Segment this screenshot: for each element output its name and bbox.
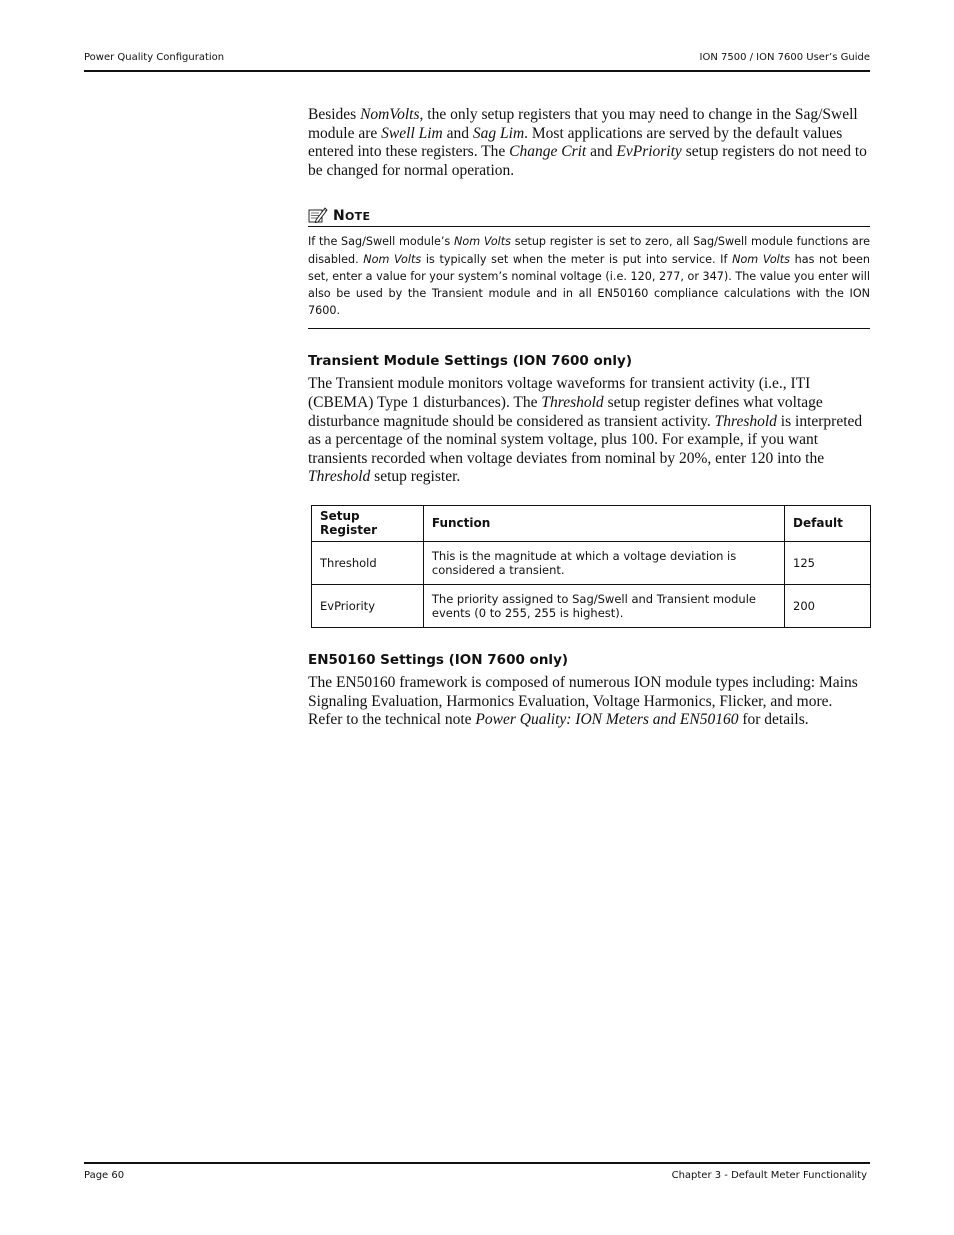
en50160-heading: EN50160 Settings (ION 7600 only) — [308, 651, 569, 668]
header-section-title: Power Quality Configuration — [84, 52, 225, 63]
cell-register: EvPriority — [312, 584, 424, 627]
main-content — [308, 106, 870, 730]
note-box — [308, 202, 870, 329]
setup-register-table — [311, 505, 871, 628]
col-header-function: Function — [423, 505, 784, 541]
note-title: NOTE — [333, 208, 371, 225]
note-header — [308, 202, 870, 227]
page-number: Page 60 — [84, 1170, 125, 1181]
en50160-paragraph: The EN50160 framework is composed of numerous ION module types including: Mains Signaling Evaluation, Harmonics Evaluation, Voltage Harmonics, Flicker, and more. Refer to the technical note Power Quality: ION Meters and EN50160 for details. — [308, 673, 858, 729]
page-footer — [84, 1162, 870, 1181]
transient-paragraph: The Transient module monitors voltage waveforms for transient activity (i.e., ITI (CBEMA) Type 1 disturbances). The Threshold setup register defines what voltage disturbance magnitude should be considered as transient activity. Threshold is interpreted as a percentage of the nominal system voltage, plus 100. For example, if you want transients recorded when voltage deviates from nominal by 20%, enter 120 into the Threshold setup register. — [308, 375, 863, 486]
col-header-default: Default — [785, 505, 871, 541]
header-guide-title: ION 7500 / ION 7600 User’s Guide — [699, 52, 870, 63]
cell-function: This is the magnitude at which a voltage deviation is considered a transient. — [423, 541, 784, 584]
cell-register: Threshold — [312, 541, 424, 584]
intro-paragraph: Besides NomVolts, the only setup registers that you may need to change in the Sag/Swell module are Swell Lim and Sag Lim. Most applications are served by the default values entered into these registers. The Change Crit and EvPriority setup registers do not need to be changed for normal operation. — [308, 106, 867, 179]
transient-heading: Transient Module Settings (ION 7600 only) — [308, 353, 632, 370]
table-row — [312, 541, 871, 584]
note-text: If the Sag/Swell module’s Nom Volts setup register is set to zero, all Sag/Swell module functions are disabled. Nom Volts is typically set when the meter is put into service. If Nom Volts has not been set, enter a value for your system’s nominal voltage (i.e. 120, 277, or 347). The value you enter will also be used by the Transient module and in all EN50160 compliance calculations with the ION 7600. — [308, 227, 870, 329]
page-header — [84, 52, 870, 72]
col-header-setup-register: Setup Register — [312, 505, 424, 541]
footer-chapter-title: Chapter 3 - Default Meter Functionality — [671, 1170, 867, 1181]
table-header-row — [312, 505, 871, 541]
table-row — [312, 584, 871, 627]
cell-default: 125 — [785, 541, 871, 584]
note-pencil-icon — [308, 206, 328, 224]
cell-default: 200 — [785, 584, 871, 627]
cell-function: The priority assigned to Sag/Swell and Transient module events (0 to 255, 255 is highest). — [423, 584, 784, 627]
